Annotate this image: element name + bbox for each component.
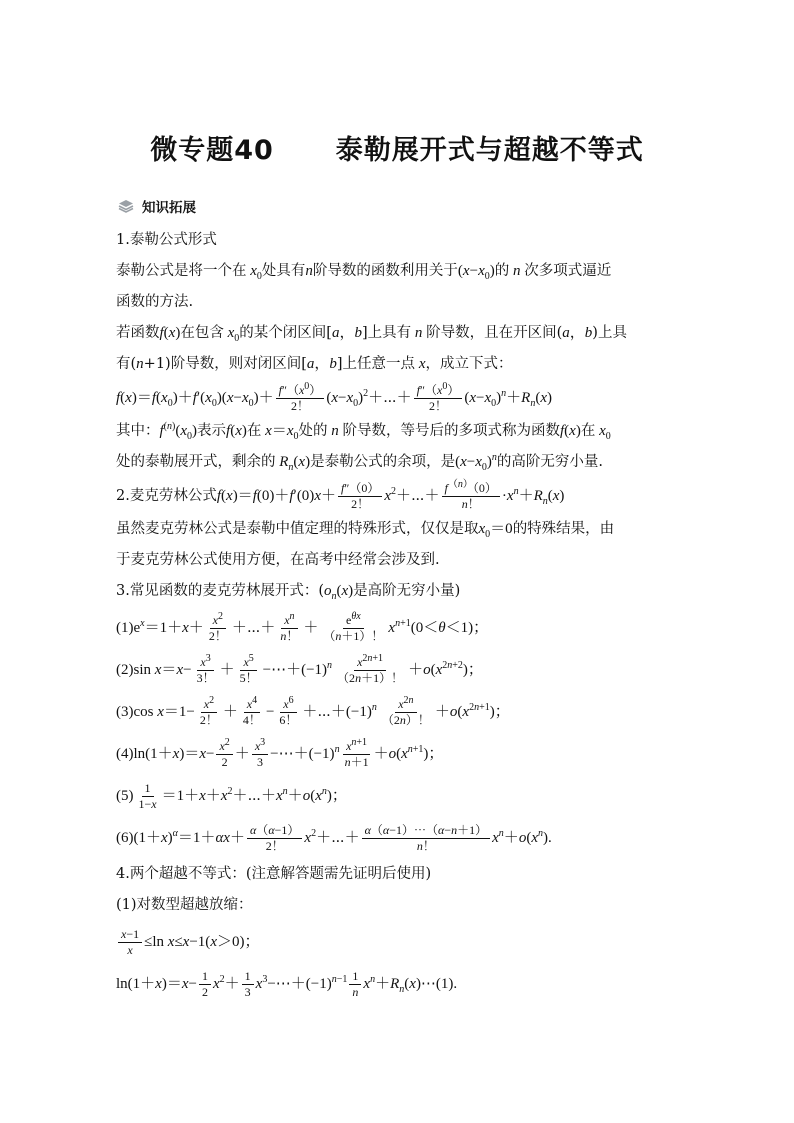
taylor-explain-line2: 处的泰勒展开式，剩余的 $R_n(x)$是泰勒公式的余项，是$(x-x_0)^n$的高阶无穷小量. [116,452,604,473]
taylor-intro-line1: 泰勒公式是将一个在 $x_0$处具有n阶导数的函数利用关于$(x-x_0)$的 n 次多项式逼近 [116,263,612,282]
title-topic-number: 微专题40 [150,135,274,166]
maclaurin-formula: 2.麦克劳林公式f(x)＝f(0)＋f′(0)x＋ $\frac{f''(0)}{2!}$ $x^2+\cdots+$ $\frac{f^{(n)}(0)}{n!}$ $\cdot x^n+R_n(x)$ [116,479,565,512]
title-topic-name: 泰勒展开式与超越不等式 [335,135,644,166]
expansion-binomial: $(6)(1+x)^\alpha=1+\alpha x+$ $\frac{\alpha(\alpha-1)}{2!}$ $x^2+\cdots+$ $\frac{\alpha(\alpha-1)\cdots(\alpha-n+1)}{n!}$ $x^n+o(x^n)$. [116,823,552,854]
taylor-condition-line1: 若函数f(x)在包含 $x_0$的某个闭区间[a，b]上具有 n 阶导数，且在开区间(a，b)上具 [116,325,627,344]
inequality-log: $\frac{x-1}{x}$ ≤ln x≤x−1(x＞0)； [116,921,684,963]
maclaurin-explain-line2: 于麦克劳林公式使用方便，在高考中经常会涉及到. [116,552,440,568]
expansion-ln: (4)ln(1＋x)＝x− $\frac{x^2}{2}$ ＋ $\frac{x^3}{3}$ $-\cdots+(-1)^n$ $\frac{x^{n+1}}{n+1}$ $+o(x^{n+1})$； [116,737,444,770]
subheading-log-bound: (1)对数型超越放缩： [116,897,253,913]
heading-taylor-form: 1.泰勒公式形式 [116,232,217,248]
expansion-sin: (2)sin x＝x− $\frac{x^3}{3!}$ ＋ $\frac{x^5}{5!}$ $-\cdots+(-1)^n$ $\frac{x^{2n+1}}{(2n+1)!}$ $+o(x^{2n+2})$； [116,653,483,686]
taylor-intro-line2: 函数的方法. [116,294,194,310]
document-body [116,225,684,1005]
ln-series-remainder: ln(1＋x)＝x− $\frac{1}{2}$ $x^2+$ $\frac{1}{3}$ $x^3-\cdots+(-1)^{n-1}$ $\frac{1}{n}$ $x^n+R_n(x)\cdots(1)$. [116,969,458,1000]
expansion-cos: (3)cos x＝1− $\frac{x^2}{2!}$ ＋ $\frac{x^4}{4!}$ − $\frac{x^6}{6!}$ $+\cdots+(-1)^n$ $\frac{x^{2n}}{(2n)!}$ $+o(x^{2n+1})$； [116,695,510,728]
taylor-formula: $f(x)=f(x_0)+f'(x_0)(x-x_0)+$ $\frac{f''(x^0)}{2!}$ $(x-x_0)^2+\cdots+$ $\frac{f''(x^0)}{2!}$ $(x-x_0)^n+R_n(x)$ [116,381,552,414]
section-label: 知识拓展 [142,200,196,216]
expansion-geometric: (5) $\frac{1}{1-x}$ $=1+x+x^2+\cdots+x^n+o(x^n)$； [116,781,347,812]
maclaurin-explain-line1: 虽然麦克劳林公式是泰勒中值定理的特殊形式，仅仅是取$x_0=0$的特殊结果，由 [116,521,615,540]
heading-common-expansions: 3.常见函数的麦克劳林展开式：($o_n(x)$是高阶无穷小量) [116,583,461,602]
expansion-exp: $(1)e^x=1+x+$ $\frac{x^2}{2!}$ ＋⋯＋ $\frac{x^n}{n!}$ ＋ $\frac{e^{\theta x}}{(n+1)!}$ $x^{n+1}(0<\theta<1)$； [116,611,489,644]
stack-layers-icon [118,199,134,213]
heading-transcendental-inequalities: 4.两个超越不等式：(注意解答题需先证明后使用) [116,866,432,882]
section-header [118,196,196,216]
taylor-condition-line2: 有(n+1)阶导数，则对闭区间[a，b]上任意一点 x，成立下式： [116,356,513,372]
taylor-explain-line1: 其中：$f^{(n)}(x_0)$表示f(x)在 $x=x_0$处的 n 阶导数，等号后的多项式称为函数f(x)在 $x_0$ [116,421,611,442]
page-title [0,128,794,167]
